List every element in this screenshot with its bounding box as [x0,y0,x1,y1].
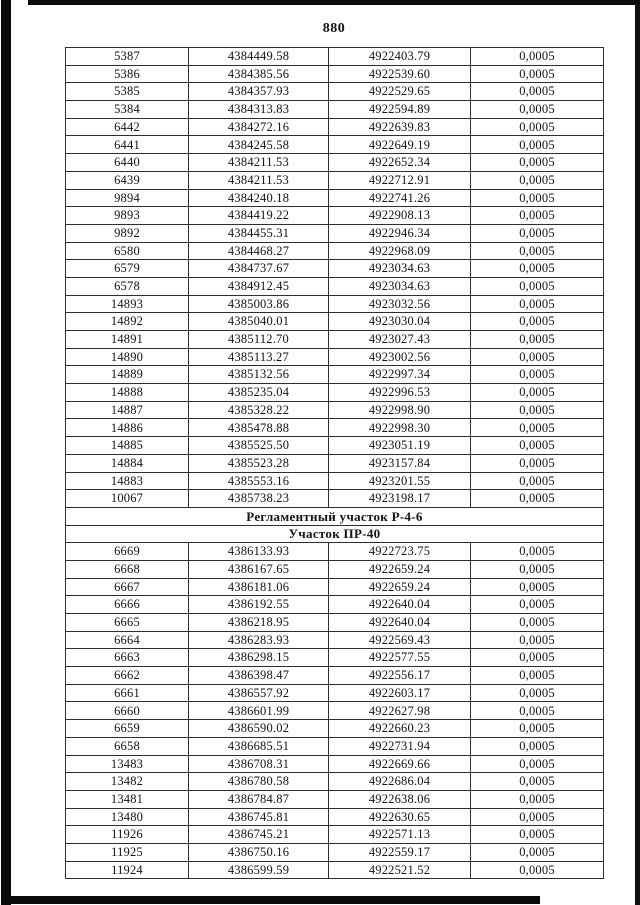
accuracy-cell: 0,0005 [471,101,604,119]
x-coordinate-cell: 4386298.15 [189,649,329,667]
point-number-cell: 6441 [66,136,189,154]
table-row [66,755,604,773]
y-coordinate-cell: 4922577.55 [329,649,471,667]
table-row [66,118,604,136]
y-coordinate-cell: 4922403.79 [329,48,471,66]
point-number-cell: 14887 [66,401,189,419]
point-number-cell: 6658 [66,737,189,755]
x-coordinate-cell: 4384455.31 [189,224,329,242]
x-coordinate-cell: 4386167.65 [189,560,329,578]
y-coordinate-cell: 4922521.52 [329,861,471,879]
table-row [66,861,604,879]
accuracy-cell: 0,0005 [471,790,604,808]
y-coordinate-cell: 4922652.34 [329,154,471,172]
x-coordinate-cell: 4386750.16 [189,843,329,861]
table-row [66,702,604,720]
x-coordinate-cell: 4385003.86 [189,295,329,313]
y-coordinate-cell: 4922998.30 [329,419,471,437]
point-number-cell: 6440 [66,154,189,172]
point-number-cell: 14886 [66,419,189,437]
accuracy-cell: 0,0005 [471,490,604,508]
y-coordinate-cell: 4922569.43 [329,631,471,649]
x-coordinate-cell: 4385113.27 [189,348,329,366]
x-coordinate-cell: 4385553.16 [189,472,329,490]
accuracy-cell: 0,0005 [471,136,604,154]
table-row [66,684,604,702]
point-number-cell: 6664 [66,631,189,649]
accuracy-cell: 0,0005 [471,631,604,649]
x-coordinate-cell: 4385738.23 [189,490,329,508]
x-coordinate-cell: 4384211.53 [189,171,329,189]
y-coordinate-cell: 4922946.34 [329,224,471,242]
scan-artifact-bottom-edge [6,896,540,904]
point-number-cell: 13481 [66,790,189,808]
accuracy-cell: 0,0005 [471,260,604,278]
accuracy-cell: 0,0005 [471,295,604,313]
table-row [66,101,604,119]
table-row [66,171,604,189]
accuracy-cell: 0,0005 [471,826,604,844]
table-row [66,48,604,66]
y-coordinate-cell: 4922731.94 [329,737,471,755]
coordinates-table-body [66,48,604,879]
table-row [66,313,604,331]
point-number-cell: 11926 [66,826,189,844]
y-coordinate-cell: 4922627.98 [329,702,471,720]
point-number-cell: 6668 [66,560,189,578]
table-row [66,720,604,738]
point-number-cell: 13482 [66,773,189,791]
y-coordinate-cell: 4923157.84 [329,454,471,472]
page-number: 880 [322,21,346,36]
point-number-cell: 6580 [66,242,189,260]
x-coordinate-cell: 4385235.04 [189,384,329,402]
accuracy-cell: 0,0005 [471,242,604,260]
point-number-cell: 6669 [66,543,189,561]
accuracy-cell: 0,0005 [471,702,604,720]
y-coordinate-cell: 4922556.17 [329,667,471,685]
accuracy-cell: 0,0005 [471,48,604,66]
accuracy-cell: 0,0005 [471,684,604,702]
y-coordinate-cell: 4923030.04 [329,313,471,331]
x-coordinate-cell: 4386398.47 [189,667,329,685]
section-header-label: Участок ПР-40 [66,525,604,543]
x-coordinate-cell: 4386557.92 [189,684,329,702]
section-header-label: Регламентный участок Р-4-6 [66,507,604,525]
x-coordinate-cell: 4386784.87 [189,790,329,808]
y-coordinate-cell: 4922669.66 [329,755,471,773]
point-number-cell: 14892 [66,313,189,331]
x-coordinate-cell: 4386685.51 [189,737,329,755]
accuracy-cell: 0,0005 [471,737,604,755]
point-number-cell: 14885 [66,437,189,455]
accuracy-cell: 0,0005 [471,454,604,472]
accuracy-cell: 0,0005 [471,773,604,791]
point-number-cell: 6659 [66,720,189,738]
x-coordinate-cell: 4385040.01 [189,313,329,331]
accuracy-cell: 0,0005 [471,596,604,614]
table-row [66,472,604,490]
table-row [66,826,604,844]
y-coordinate-cell: 4923032.56 [329,295,471,313]
x-coordinate-cell: 4386590.02 [189,720,329,738]
table-row [66,667,604,685]
point-number-cell: 6442 [66,118,189,136]
y-coordinate-cell: 4923034.63 [329,277,471,295]
table-row [66,614,604,632]
x-coordinate-cell: 4384357.93 [189,83,329,101]
accuracy-cell: 0,0005 [471,560,604,578]
section-header-row [66,507,604,525]
accuracy-cell: 0,0005 [471,154,604,172]
x-coordinate-cell: 4384313.83 [189,101,329,119]
point-number-cell: 14893 [66,295,189,313]
accuracy-cell: 0,0005 [471,861,604,879]
point-number-cell: 6663 [66,649,189,667]
table-row [66,224,604,242]
x-coordinate-cell: 4385112.70 [189,331,329,349]
y-coordinate-cell: 4922529.65 [329,83,471,101]
accuracy-cell: 0,0005 [471,277,604,295]
x-coordinate-cell: 4386708.31 [189,755,329,773]
accuracy-cell: 0,0005 [471,649,604,667]
point-number-cell: 5384 [66,101,189,119]
y-coordinate-cell: 4922659.24 [329,578,471,596]
y-coordinate-cell: 4922640.04 [329,614,471,632]
point-number-cell: 9892 [66,224,189,242]
point-number-cell: 14884 [66,454,189,472]
table-row [66,154,604,172]
accuracy-cell: 0,0005 [471,384,604,402]
x-coordinate-cell: 4386218.95 [189,614,329,632]
x-coordinate-cell: 4385132.56 [189,366,329,384]
y-coordinate-cell: 4923027.43 [329,331,471,349]
y-coordinate-cell: 4923002.56 [329,348,471,366]
y-coordinate-cell: 4922968.09 [329,242,471,260]
accuracy-cell: 0,0005 [471,171,604,189]
point-number-cell: 6666 [66,596,189,614]
accuracy-cell: 0,0005 [471,401,604,419]
accuracy-cell: 0,0005 [471,614,604,632]
point-number-cell: 10067 [66,490,189,508]
point-number-cell: 14889 [66,366,189,384]
table-row [66,65,604,83]
table-row [66,649,604,667]
table-row [66,808,604,826]
table-row [66,560,604,578]
scan-artifact-left-edge [1,0,11,905]
y-coordinate-cell: 4922996.53 [329,384,471,402]
accuracy-cell: 0,0005 [471,419,604,437]
x-coordinate-cell: 4386780.58 [189,773,329,791]
point-number-cell: 6579 [66,260,189,278]
point-number-cell: 6660 [66,702,189,720]
table-row [66,437,604,455]
x-coordinate-cell: 4384419.22 [189,207,329,225]
point-number-cell: 5385 [66,83,189,101]
accuracy-cell: 0,0005 [471,118,604,136]
table-row [66,277,604,295]
y-coordinate-cell: 4922998.90 [329,401,471,419]
point-number-cell: 11924 [66,861,189,879]
table-row [66,384,604,402]
accuracy-cell: 0,0005 [471,331,604,349]
point-number-cell: 6662 [66,667,189,685]
x-coordinate-cell: 4384737.67 [189,260,329,278]
y-coordinate-cell: 4922723.75 [329,543,471,561]
x-coordinate-cell: 4385525.50 [189,437,329,455]
x-coordinate-cell: 4384468.27 [189,242,329,260]
table-row [66,189,604,207]
point-number-cell: 6661 [66,684,189,702]
x-coordinate-cell: 4386745.81 [189,808,329,826]
scan-artifact-right-edge [635,5,640,905]
accuracy-cell: 0,0005 [471,720,604,738]
point-number-cell: 14891 [66,331,189,349]
x-coordinate-cell: 4384912.45 [189,277,329,295]
y-coordinate-cell: 4922908.13 [329,207,471,225]
table-row [66,543,604,561]
table-row [66,136,604,154]
accuracy-cell: 0,0005 [471,366,604,384]
accuracy-cell: 0,0005 [471,437,604,455]
y-coordinate-cell: 4922539.60 [329,65,471,83]
y-coordinate-cell: 4922660.23 [329,720,471,738]
table-row [66,295,604,313]
point-number-cell: 5386 [66,65,189,83]
point-number-cell: 11925 [66,843,189,861]
table-row [66,773,604,791]
x-coordinate-cell: 4384385.56 [189,65,329,83]
x-coordinate-cell: 4386745.21 [189,826,329,844]
x-coordinate-cell: 4386133.93 [189,543,329,561]
table-row [66,790,604,808]
accuracy-cell: 0,0005 [471,755,604,773]
accuracy-cell: 0,0005 [471,189,604,207]
accuracy-cell: 0,0005 [471,543,604,561]
table-row [66,490,604,508]
accuracy-cell: 0,0005 [471,472,604,490]
y-coordinate-cell: 4922594.89 [329,101,471,119]
table-row [66,419,604,437]
x-coordinate-cell: 4386283.93 [189,631,329,649]
y-coordinate-cell: 4923198.17 [329,490,471,508]
point-number-cell: 9894 [66,189,189,207]
y-coordinate-cell: 4922603.17 [329,684,471,702]
y-coordinate-cell: 4923201.55 [329,472,471,490]
y-coordinate-cell: 4922659.24 [329,560,471,578]
y-coordinate-cell: 4922559.17 [329,843,471,861]
point-number-cell: 14888 [66,384,189,402]
y-coordinate-cell: 4922712.91 [329,171,471,189]
accuracy-cell: 0,0005 [471,578,604,596]
y-coordinate-cell: 4922639.83 [329,118,471,136]
x-coordinate-cell: 4384272.16 [189,118,329,136]
y-coordinate-cell: 4922649.19 [329,136,471,154]
table-row [66,331,604,349]
point-number-cell: 6439 [66,171,189,189]
point-number-cell: 6667 [66,578,189,596]
x-coordinate-cell: 4386601.99 [189,702,329,720]
table-row [66,83,604,101]
x-coordinate-cell: 4385328.22 [189,401,329,419]
y-coordinate-cell: 4922640.04 [329,596,471,614]
accuracy-cell: 0,0005 [471,224,604,242]
x-coordinate-cell: 4384449.58 [189,48,329,66]
accuracy-cell: 0,0005 [471,808,604,826]
accuracy-cell: 0,0005 [471,83,604,101]
accuracy-cell: 0,0005 [471,843,604,861]
y-coordinate-cell: 4923034.63 [329,260,471,278]
y-coordinate-cell: 4922571.13 [329,826,471,844]
x-coordinate-cell: 4385478.88 [189,419,329,437]
accuracy-cell: 0,0005 [471,348,604,366]
y-coordinate-cell: 4922630.65 [329,808,471,826]
y-coordinate-cell: 4922741.26 [329,189,471,207]
x-coordinate-cell: 4385523.28 [189,454,329,472]
table-row [66,578,604,596]
point-number-cell: 6578 [66,277,189,295]
accuracy-cell: 0,0005 [471,313,604,331]
y-coordinate-cell: 4922686.04 [329,773,471,791]
table-row [66,348,604,366]
table-row [66,401,604,419]
table-row [66,843,604,861]
table-row [66,207,604,225]
point-number-cell: 14883 [66,472,189,490]
table-row [66,737,604,755]
point-number-cell: 9893 [66,207,189,225]
y-coordinate-cell: 4922638.06 [329,790,471,808]
point-number-cell: 5387 [66,48,189,66]
x-coordinate-cell: 4386192.55 [189,596,329,614]
point-number-cell: 6665 [66,614,189,632]
accuracy-cell: 0,0005 [471,65,604,83]
y-coordinate-cell: 4922997.34 [329,366,471,384]
y-coordinate-cell: 4923051.19 [329,437,471,455]
x-coordinate-cell: 4386599.59 [189,861,329,879]
accuracy-cell: 0,0005 [471,207,604,225]
table-row [66,454,604,472]
scan-artifact-top-edge [28,0,640,5]
table-row [66,631,604,649]
section-header-row [66,525,604,543]
table-row [66,260,604,278]
coordinates-table [65,47,604,879]
x-coordinate-cell: 4384240.18 [189,189,329,207]
accuracy-cell: 0,0005 [471,667,604,685]
table-row [66,366,604,384]
point-number-cell: 14890 [66,348,189,366]
point-number-cell: 13480 [66,808,189,826]
table-row [66,242,604,260]
x-coordinate-cell: 4384245.58 [189,136,329,154]
x-coordinate-cell: 4384211.53 [189,154,329,172]
point-number-cell: 13483 [66,755,189,773]
x-coordinate-cell: 4386181.06 [189,578,329,596]
table-row [66,596,604,614]
